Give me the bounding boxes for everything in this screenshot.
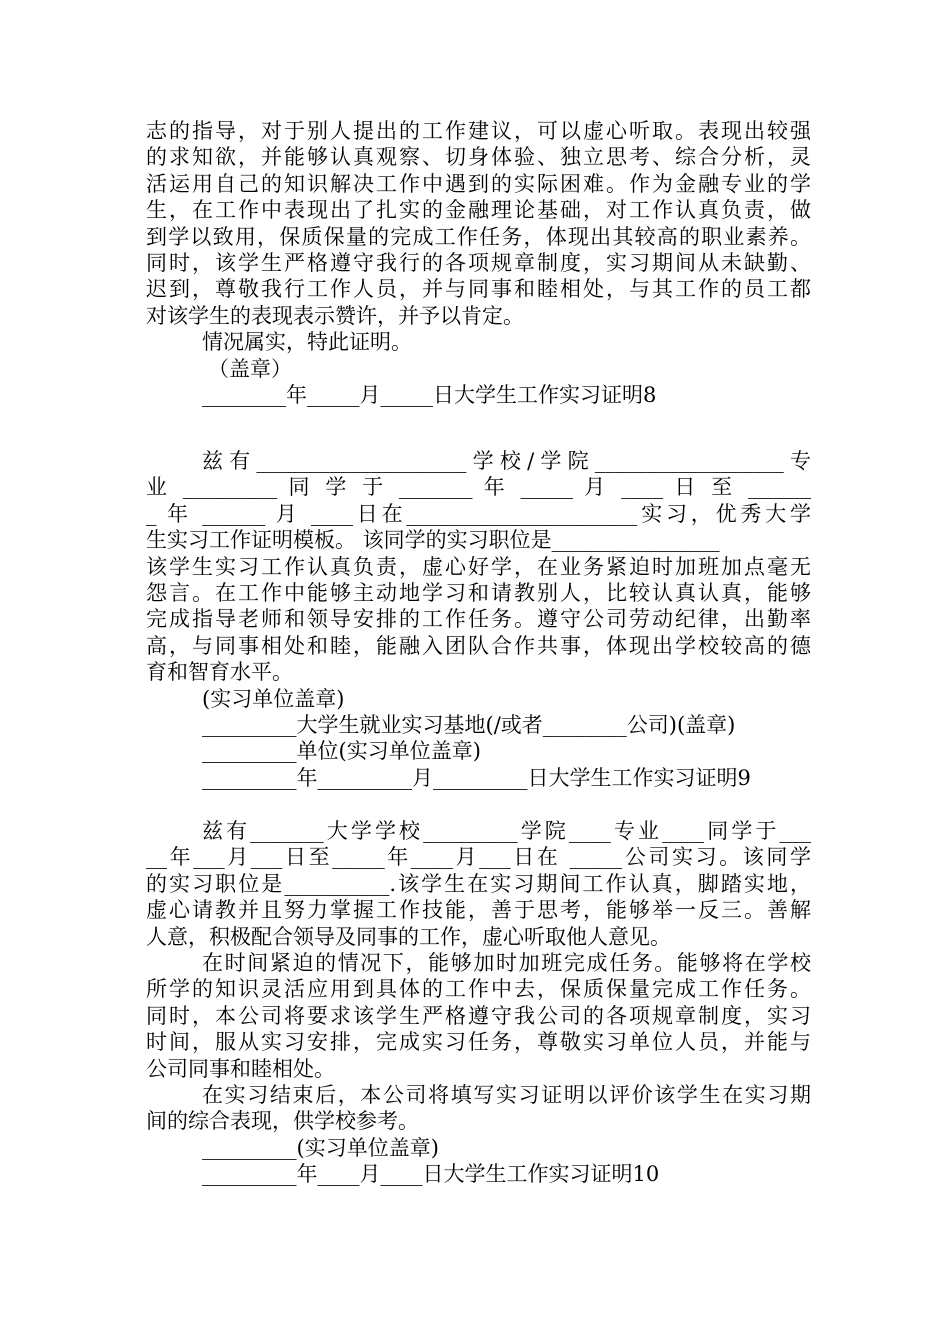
unit-seal-line: _________单位(实习单位盖章): [202, 739, 481, 764]
certify-statement: 情况属实，特此证明。: [202, 330, 412, 355]
body-line: 的求知欲，并能够认真观察、切身体验、独立思考、综合分析，灵: [146, 145, 811, 170]
body-line: 完成指导老师和领导安排的工作任务。遵守公司劳动纪律，出勤率: [146, 607, 811, 632]
body-line: 时间，服从实习安排，完成实习任务，尊敬实习单位人员，并能与: [146, 1030, 811, 1055]
body-line: 兹有_______大学学校_________学院____专业____同学于___: [202, 819, 811, 843]
body-line: 对该学生的表现表示赞许，并予以肯定。: [146, 303, 524, 328]
body-line: 同时，该学生严格遵守我行的各项规章制度，实习期间从未缺勤、: [146, 250, 811, 275]
date-and-next-title: _________年_________月_________日大学生工作实习证明9: [202, 765, 751, 790]
body-line: 人意，积极配合领导及同事的工作，虚心听取他人意见。: [146, 924, 671, 949]
date-and-next-title: ________年_____月_____日大学生工作实习证明8: [202, 382, 657, 407]
body-line: 同时，本公司将要求该学生严格遵守我公司的各项规章制度，实习: [146, 1003, 811, 1028]
seal-label: (实习单位盖章): [202, 686, 345, 711]
body-line: 志的指导，对于别人提出的工作建议，可以虚心听取。表现出较强: [146, 119, 811, 143]
body-line: 在时间紧迫的情况下，能够加时加班完成任务。能够将在学校: [202, 950, 811, 975]
body-line: 迟到，尊敬我行工作人员，并与同事和睦相处，与其工作的员工都: [146, 277, 811, 302]
body-line: 所学的知识灵活应用到具体的工作中去，保质保量完成工作任务。: [146, 977, 811, 1002]
body-line: 间的综合表现，供学校参考。: [146, 1109, 419, 1134]
certificate-8: [146, 448, 811, 791]
body-line: 育和智育水平。: [146, 660, 293, 685]
certificate-7-tail: [146, 118, 811, 408]
body-line: 到学以致用，保质保量的完成工作任务，体现出其较高的职业素养。: [146, 224, 811, 249]
seal-label: _________(实习单位盖章): [202, 1135, 439, 1160]
body-line: 公司同事和睦相处。: [146, 1056, 335, 1081]
body-line: _ 年 ______ 月 ____日在______________________实习，优秀大学: [146, 501, 811, 526]
body-line: 该学生实习工作认真负责，虚心好学，在业务紧迫时加班加点毫无: [146, 554, 811, 579]
body-line: 怨言。在工作中能够主动地学习和请教别人，比较认真认真，能够: [146, 580, 811, 605]
seal-label: （盖章）: [208, 356, 292, 381]
body-line: 生，在工作中表现出了扎实的金融理论基础，对工作认真负责，做: [146, 198, 811, 223]
body-line: __年___月___日至_____年____月___日在 _____公司实习。该同学: [146, 845, 811, 870]
body-line: 生实习工作证明模板。 该同学的实习职位是________________: [146, 528, 720, 553]
internship-base-line: _________大学生就业实习基地(/或者________公司)(盖章): [202, 712, 736, 737]
body-line: 高，与同事相处和睦，能融入团队合作共事，体现出学校较高的德: [146, 633, 811, 658]
body-line: 活运用自己的知识解决工作中遇到的实际困难。作为金融专业的学: [146, 171, 811, 196]
body-line: 虚心请教并且努力掌握工作技能，善于思考，能够举一反三。善解: [146, 898, 811, 923]
body-line: 在实习结束后，本公司将填写实习证明以评价该学生在实习期: [202, 1082, 811, 1107]
body-line: 兹有____________________学校/学院__________________专: [202, 449, 811, 473]
certificate-9: [146, 818, 811, 1187]
body-line: 业 _________ 同 学 于 _______ 年 _____ 月 ____ 日 至 ______: [146, 475, 811, 500]
date-and-next-title: _________年____月____日大学生工作实习证明10: [202, 1162, 660, 1187]
body-line: 的实习职位是__________.该学生在实习期间工作认真，脚踏实地，: [146, 871, 811, 896]
